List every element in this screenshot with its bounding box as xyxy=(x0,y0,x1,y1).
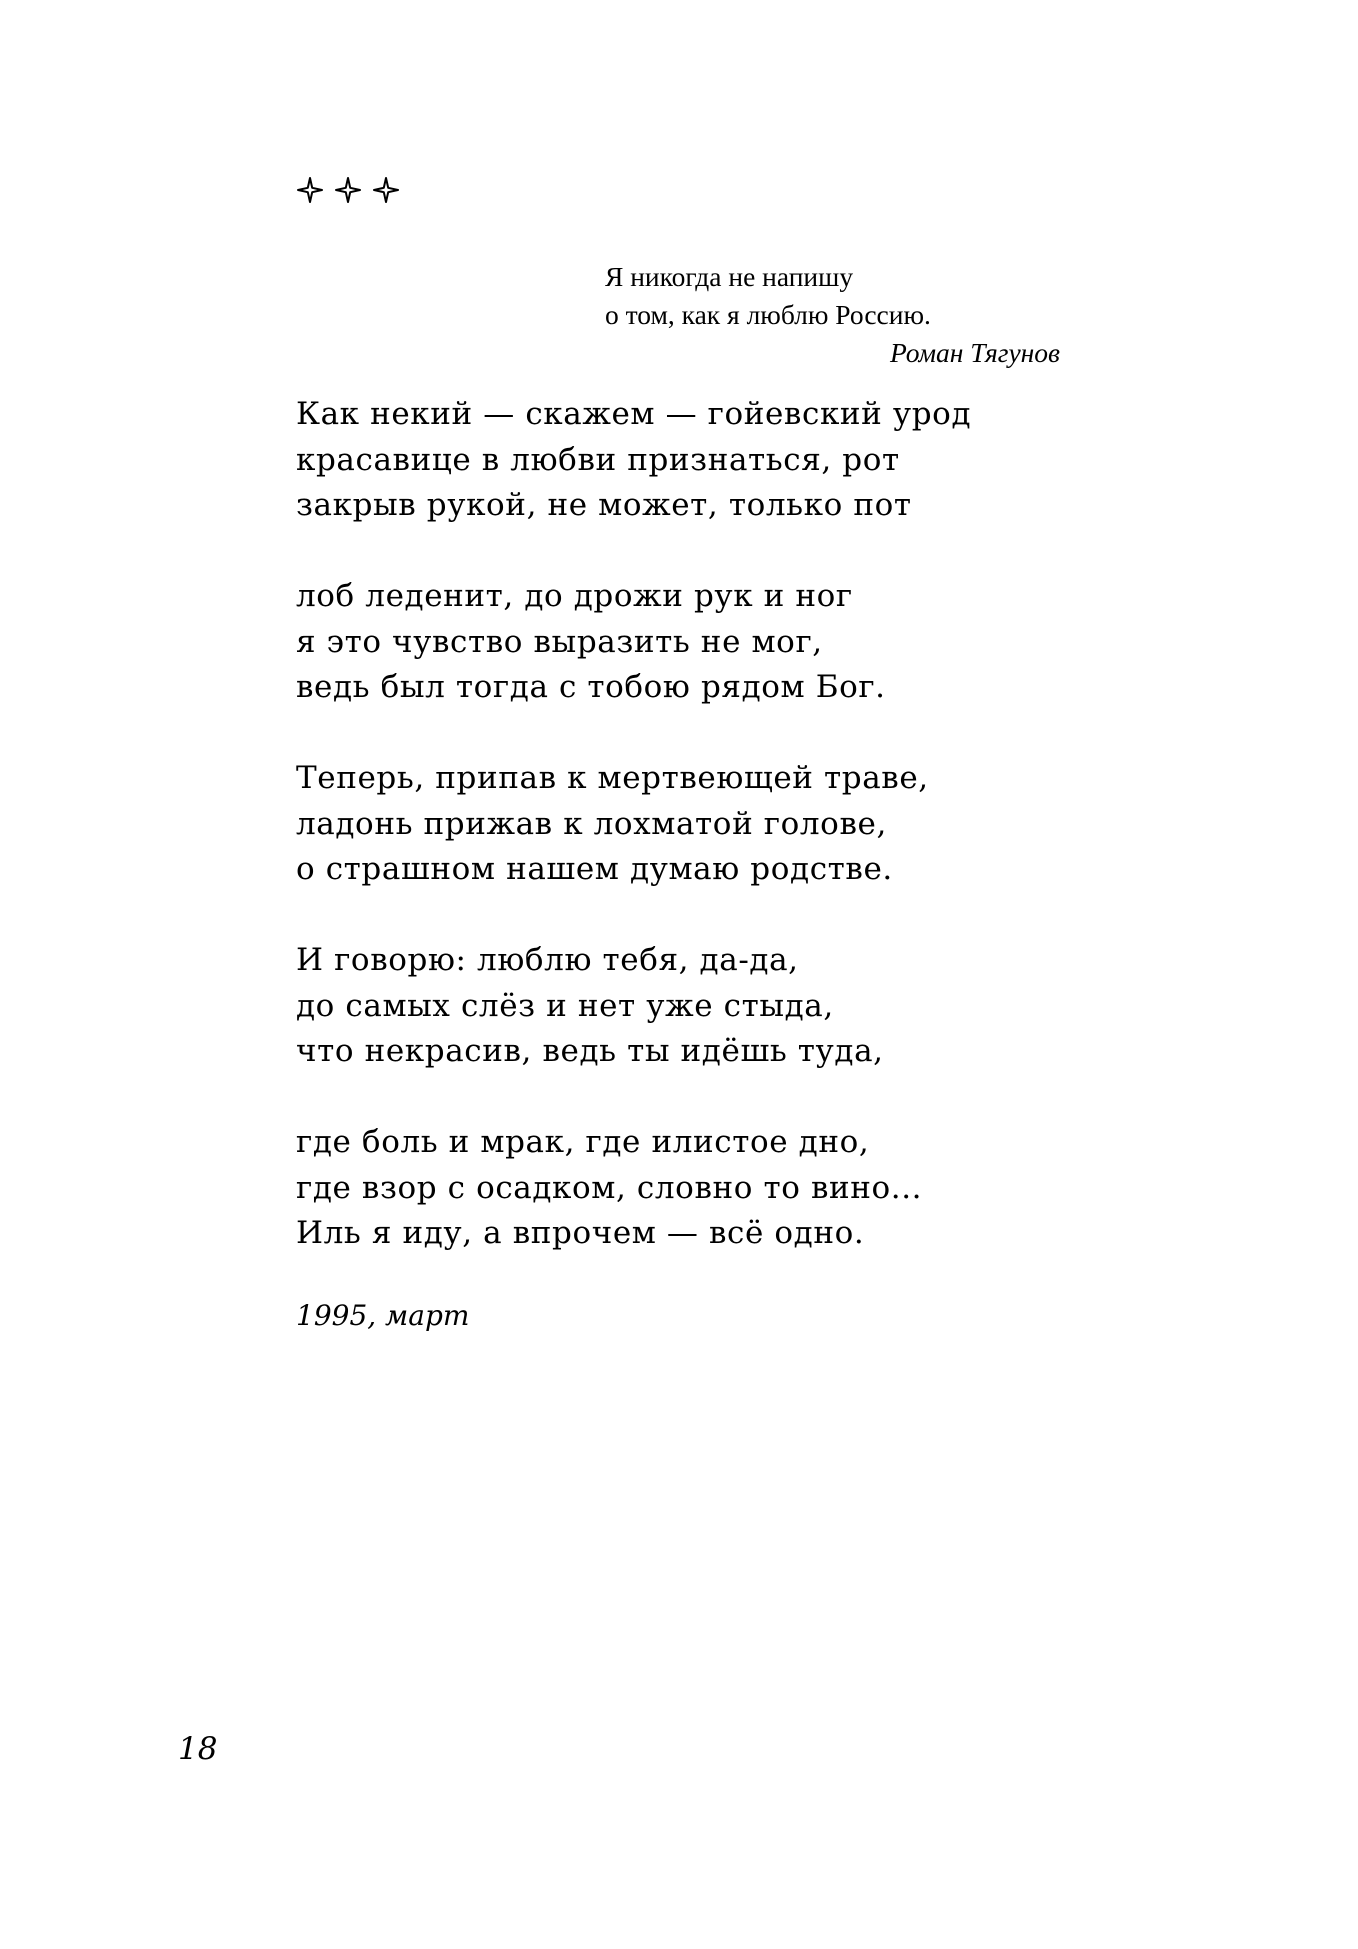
verse-line: ладонь прижав к лохматой голове, xyxy=(296,805,887,842)
verse-line: я это чувство выразить не мог, xyxy=(296,623,823,660)
verse-line: закрыв рукой, не может, только пот xyxy=(296,487,912,523)
page-number: 18 xyxy=(178,1731,218,1767)
stanza xyxy=(296,392,1076,529)
verse-line: красавице в любви признаться, рот xyxy=(296,441,900,478)
section-ornament xyxy=(296,176,400,204)
verse-line: ведь был тогда с тобою рядом Бог. xyxy=(296,669,886,705)
four-point-star-icon xyxy=(296,176,324,204)
poem-body xyxy=(296,392,1076,1302)
verse-line: И говорю: люблю тебя, да-да, xyxy=(296,942,799,978)
epigraph-line: о том, как я люблю Россию. xyxy=(605,299,931,330)
stanza xyxy=(296,756,1076,893)
verse-line: где взор с осадком, словно то вино... xyxy=(296,1169,923,1206)
verse-line: Как некий — скажем — гойевский урод xyxy=(296,396,972,432)
verse-line: о страшном нашем думаю родстве. xyxy=(296,851,893,887)
stanza xyxy=(296,1120,1076,1257)
verse-line: Иль я иду, а впрочем — всё одно. xyxy=(296,1215,865,1251)
epigraph-author: Роман Тягунов xyxy=(889,337,1060,368)
epigraph-line: Я никогда не напишу xyxy=(605,261,854,292)
verse-line: где боль и мрак, где илистое дно, xyxy=(296,1124,870,1160)
four-point-star-icon xyxy=(372,176,400,204)
poem-date: 1995, март xyxy=(296,1299,470,1332)
verse-line: до самых слёз и нет уже стыда, xyxy=(296,987,834,1024)
epigraph xyxy=(605,258,1060,372)
verse-line: Теперь, припав к мертвеющей траве, xyxy=(296,760,929,796)
stanza xyxy=(296,574,1076,711)
four-point-star-icon xyxy=(334,176,362,204)
verse-line: лоб леденит, до дрожи рук и ног xyxy=(296,578,853,614)
verse-line: что некрасив, ведь ты идёшь туда, xyxy=(296,1033,884,1069)
stanza xyxy=(296,938,1076,1075)
